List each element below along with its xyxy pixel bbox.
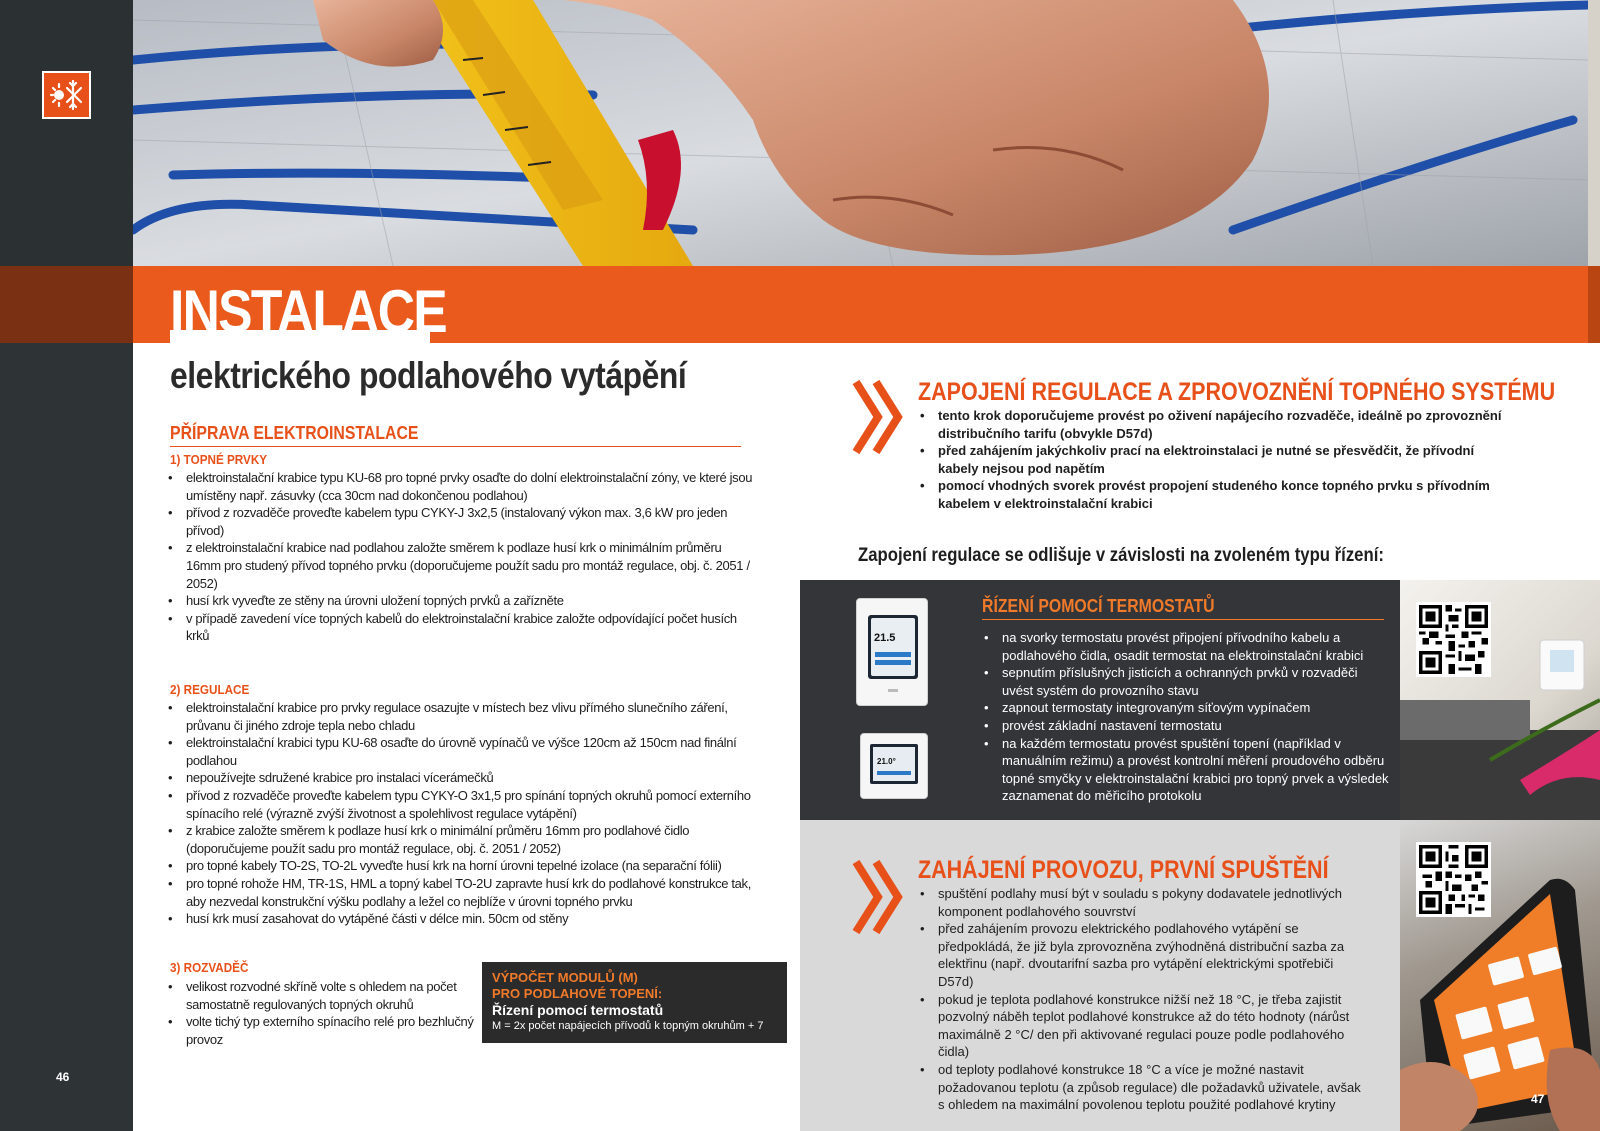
list-item: • z elektroinstalační krabice nad podlahou založte směrem k podlaze husí krk o minimálním průměru 16mm pro studený přívod topného prvku (doporučujeme použít sadu pro montáž regulace, obj. č. 2051 / 2052) <box>166 539 756 592</box>
list-item: • nepoužívejte sdružené krabice pro instalaci vícerámečků <box>166 769 756 787</box>
list-item: • elektroinstalační krabice typu KU-68 pro topné prvky osaďte do dolní elektroinstalační zóny, ve které jsou umístěny např. zásuvky (cca 30cm nad dokončenou podlahou) <box>166 469 756 504</box>
thermostat-screen <box>868 615 918 679</box>
list-item: • na svorky termostatu provést připojení přívodního kabelu a podlahového čidla, osadit termostat na elektroinstalační krabici <box>980 629 1390 664</box>
list-item: • pokud je teplota podlahové konstrukce nižší než 18 °C, je třeba zajistit pozvolný náběh teplot podlahové konstrukce až do této hodnoty (nárůst maximálně 2 °C/ den při aktivované regulaci pouze podle podlahového čidla) <box>918 991 1363 1061</box>
list-item: • pro topné kabely TO-2S, TO-2L vyveďte husí krk na horní úrovni tepelné izolace (na separační fólii) <box>166 857 756 875</box>
calc-title-2: PRO PODLAHOVÉ TOPENÍ: <box>492 985 663 1001</box>
intro-text: Zapojení regulace se odlišuje v závislosti na zvoleném typu řízení: <box>858 545 1384 566</box>
list-item: • před zahájením provozu elektrického podlahového vytápění se předpokládá, že již byla zprovozněna zvýhodněná distribuční sazba za elektřinu (např. dvoutarifní sazba pro vytápění elektrickými spotřebiči D57d) <box>918 920 1363 990</box>
right-edge-band <box>1588 266 1600 343</box>
list-item: • spuštění podlahy musí být v souladu s pokyny dodavatele jednotlivých komponent podlahového souvrství <box>918 885 1363 920</box>
list-item: • volte tichý typ externího spínacího relé pro bezhlučný provoz <box>166 1013 476 1048</box>
list-item: • na každém termostatu provést spuštění topení (například v manuálním režimu) a provést kontrolní měření proudového odběru topné smyčky v elektroinstalační krabici pro topný prvek a výsledek zaznamenat do měřicího protokolu <box>980 735 1390 805</box>
list-item: • provést základní nastavení termostatu <box>980 717 1390 735</box>
list-item: • pro topné rohože HM, TR-1S, HML a topný kabel TO-2U zapravte husí krk do podlahové konstrukce tak, aby nezvedal konstrukční výšku podlahy a ležel co nejblíže v úrovni topného prvku <box>166 875 756 910</box>
thermostat-display <box>871 618 915 676</box>
display-bar <box>875 660 911 665</box>
list-zapojeni <box>918 407 1518 513</box>
thermostat-image-large <box>856 598 928 706</box>
calc-formula: M = 2x počet napájecích přívodů k topným okruhům + 7 <box>492 1020 764 1032</box>
display-bar <box>875 652 911 657</box>
heading-zahajeni-provozu: ZAHÁJENÍ PROVOZU, PRVNÍ SPUŠTĚNÍ <box>918 856 1329 884</box>
list-regulace <box>166 699 756 928</box>
list-item: • husí krk vyveďte ze stěny na úrovni uložení topných prvků a zařízněte <box>166 592 756 610</box>
thermostat-image-small <box>860 733 928 799</box>
temperature-readout: 21.5 <box>874 632 896 644</box>
list-item: • sepnutím příslušných jisticích a ochranných prvků v rozvaděči uvést systém do provozního stavu <box>980 664 1390 699</box>
heading-rizeni-termostatu: ŘÍZENÍ POMOCÍ TERMOSTATŮ <box>982 596 1215 616</box>
chevron-double-icon <box>852 378 904 461</box>
thermostat-display <box>873 747 915 781</box>
temperature-readout: 21.0° <box>877 757 896 766</box>
list-item: • elektroinstalační krabice pro prvky regulace osazujte v místech bez vlivu přímého slunečního záření, průvanu či jiného zdroje tepla nebo chladu <box>166 699 756 734</box>
heading-rule <box>982 619 1384 620</box>
list-item: • zapnout termostaty integrovaným síťovým vypínačem <box>980 699 1390 717</box>
list-item: • tento krok doporučujeme provést po oživení napájecího rozvaděče, ideálně po zprovoznění distribučního tarifu (obvykle D57d) <box>918 407 1518 442</box>
list-item: • pomocí vhodných svorek provést propojení studeného konce topného prvku s přívodním kabelem v elektroinstalační krabici <box>918 477 1518 512</box>
subheading-rozvadec: 3) ROZVADĚČ <box>170 960 249 975</box>
page-number-left: 46 <box>56 1070 70 1084</box>
sidebar-band <box>0 266 133 343</box>
calc-title: VÝPOČET MODULŮ (M) <box>492 970 638 985</box>
list-termostaty <box>980 629 1390 805</box>
subheading-regulace: 2) REGULACE <box>170 682 250 697</box>
calc-subtitle: Řízení pomocí termostatů <box>492 1002 664 1018</box>
subheading-topne-prvky: 1) TOPNÉ PRVKY <box>170 452 268 467</box>
qr-code-icon[interactable] <box>1416 842 1491 917</box>
list-item: • z krabice založte směrem k podlaze husí krk o minimální průměru 16mm pro podlahové čidlo (doporučujeme použít sadu pro montáž regulace, obj. č. 2051 / 2052) <box>166 822 756 857</box>
chevron-double-icon <box>852 858 904 941</box>
hero-photo <box>133 0 1588 266</box>
section-heading-priprava: PŘÍPRAVA ELEKTROINSTALACE <box>170 423 419 443</box>
heading-zapojeni-regulace: ZAPOJENÍ REGULACE A ZPROVOZNĚNÍ TOPNÉHO SYSTÉMU <box>918 378 1556 406</box>
thermostat-led <box>888 689 898 692</box>
display-bar <box>877 771 911 775</box>
list-item: • husí krk musí zasahovat do vytápěné části v délce min. 50cm od stěny <box>166 910 756 928</box>
list-item: • velikost rozvodné skříně volte s ohledem na počet samostatně regulovaných topných okruhů <box>166 978 476 1013</box>
page-number-right: 47 <box>1531 1092 1545 1106</box>
list-topne-prvky <box>166 469 756 645</box>
module-calculation-box <box>482 962 787 1043</box>
list-rozvadec <box>166 978 476 1048</box>
list-item: • od teploty podlahové konstrukce 18 °C a více je možné nastavit požadovanou teplotu (a způsob regulace) dle požadavků uživatele, avšak s ohledem na maximální povolenou teplotu použité podlahové krytiny <box>918 1061 1363 1114</box>
list-item: • přívod z rozvaděče proveďte kabelem typu CYKY-J 3x2,5 (instalovaný výkon max. 3,6 kW pro jeden přívod) <box>166 504 756 539</box>
list-provoz <box>918 885 1363 1114</box>
list-item: • přívod z rozvaděče proveďte kabelem typu CYKY-O 3x1,5 pro spínání topných okruhů pomocí externího spínacího relé (výrazně zvýší životnost a spolehlivost regulace vytápění) <box>166 787 756 822</box>
list-item: • před zahájením jakýchkoliv prací na elektroinstalaci je nutné se přesvědčit, že přívodní kabely nejsou pod napětím <box>918 442 1518 477</box>
sidebar-top <box>0 0 133 266</box>
thermostat-screen <box>870 744 918 784</box>
page-subtitle: elektrického podlahového vytápění <box>170 355 687 396</box>
page-title: INSTALACE <box>170 278 446 345</box>
sun-snowflake-logo-icon <box>42 71 91 119</box>
section-rule <box>170 446 741 447</box>
list-item: • v případě zavedení více topných kabelů do elektroinstalační krabice založte odpovídající počet husích krků <box>166 610 756 645</box>
list-item: • elektroinstalační krabici typu KU-68 osaďte do úrovně vypínačů ve výšce 120cm až 150cm nad finální podlahou <box>166 734 756 769</box>
qr-code-icon[interactable] <box>1416 602 1491 677</box>
